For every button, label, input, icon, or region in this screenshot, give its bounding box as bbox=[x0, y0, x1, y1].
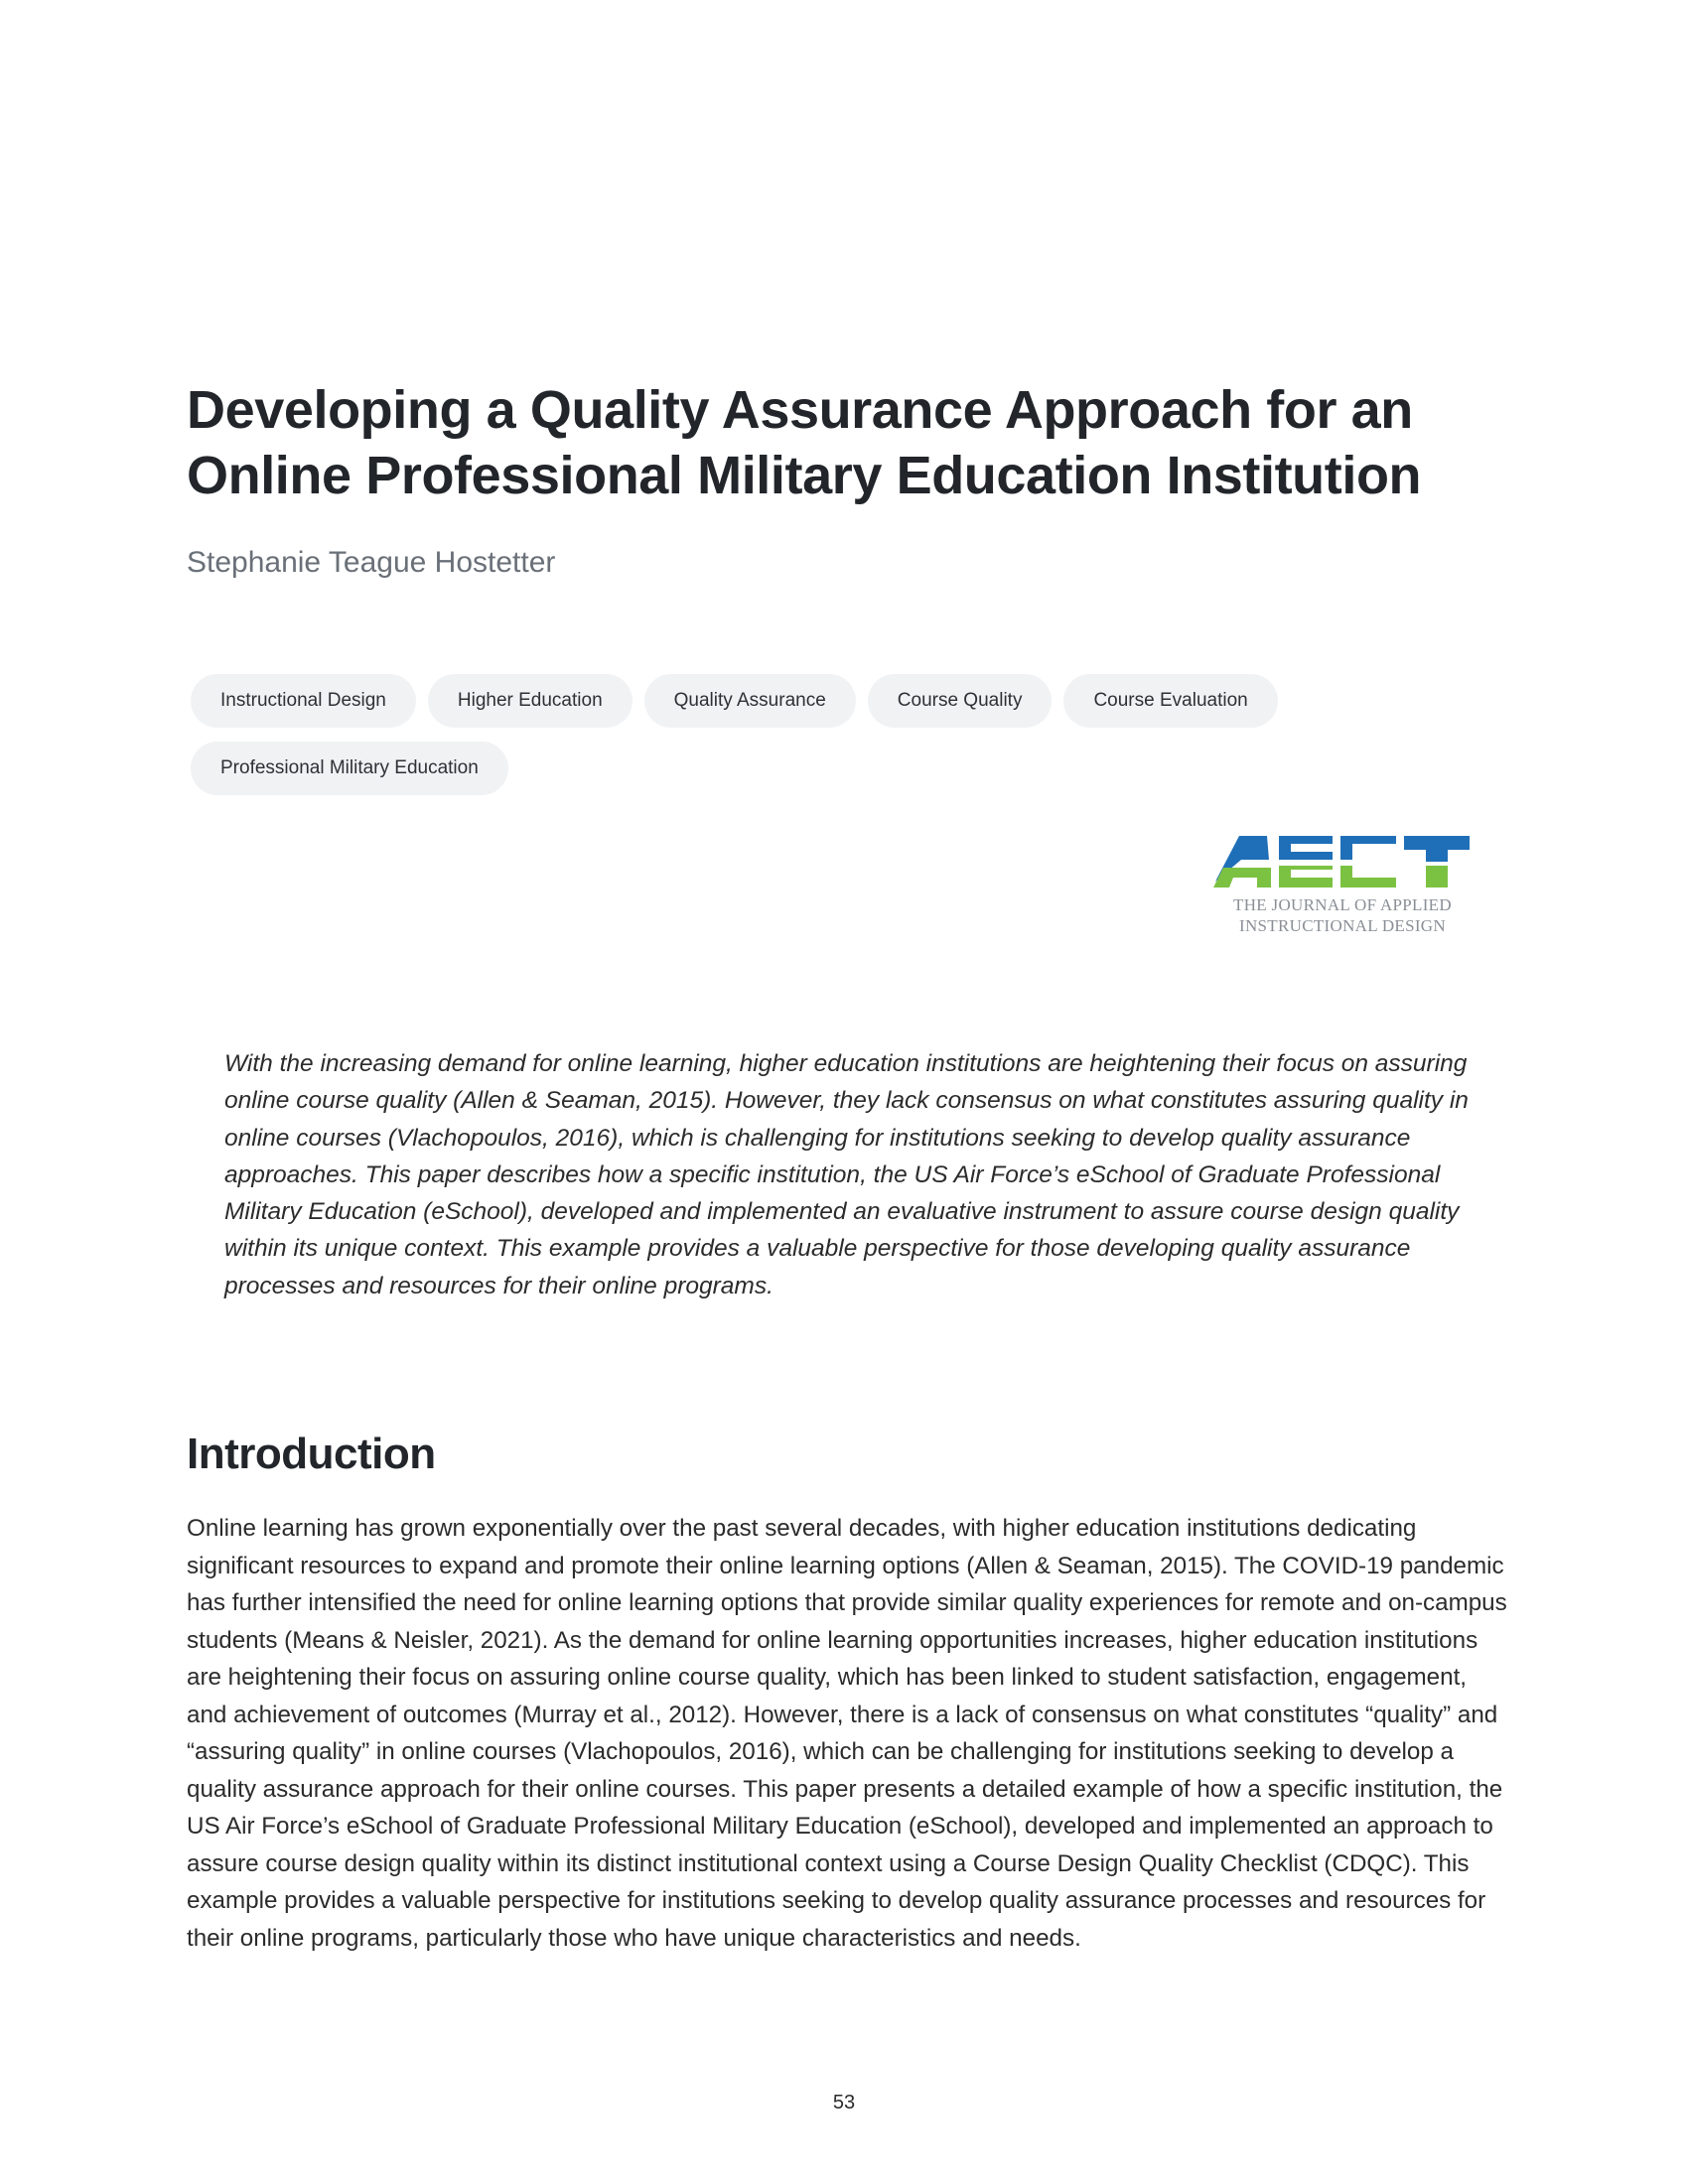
abstract-text: With the increasing demand for online learning, higher education institutions are heightening their focus on assuring online course quality (Allen & Seaman, 2015). However, they lack consensus on what constitutes assuring quality in online courses (Vlachopoulos, 2016), which is challenging for institutions seeking to develop quality assurance approaches. This paper describes how a specific institution, the US Air Force’s eSchool of Graduate Professional Military Education (eSchool), developed and implemented an evaluative instrument to assure course design quality within its unique context. This example provides a valuable perspective for those developing quality assurance processes and resources for their online programs. bbox=[224, 1050, 1469, 1299]
article-author: Stephanie Teague Hostetter bbox=[187, 546, 556, 579]
journal-logo bbox=[1213, 834, 1472, 943]
keyword-chip-quality-assurance[interactable]: Quality Assurance bbox=[644, 674, 856, 728]
article-title: Developing a Quality Assurance Approach for an Online Professional Military Education Institution bbox=[187, 380, 1422, 505]
keyword-chip-course-quality[interactable]: Course Quality bbox=[868, 674, 1053, 728]
page-number: 53 bbox=[832, 2092, 856, 2114]
logo-subtitle-line-2: INSTRUCTIONAL DESIGN bbox=[1239, 916, 1446, 935]
keyword-chip-instructional-design[interactable]: Instructional Design bbox=[191, 674, 416, 728]
introduction-paragraph: Online learning has grown exponentially over the past several decades, with higher education institutions dedicating significant resources to expand and promote their online learning options (Allen & Seaman, 2015). The COVID-19 pandemic has further intensified the need for online learning options that provide similar quality experiences for remote and on-campus students (Means & Neisler, 2021). As the demand for online learning opportunities increases, higher education institutions are heightening their focus on assuring online course quality, which has been linked to student satisfaction, engagement, and achievement of outcomes (Murray et al., 2012). However, there is a lack of consensus on what constitutes “quality” and “assuring quality” in online courses (Vlachopoulos, 2016), which can be challenging for institutions seeking to develop a quality assurance approach for their online courses. This paper presents a detailed example of how a specific institution, the US Air Force’s eSchool of Graduate Professional Military Education (eSchool), developed and implemented an approach to assure course design quality within its distinct institutional context using a Course Design Quality Checklist (CDQC). This example provides a valuable perspective for institutions seeking to develop quality assurance processes and resources for their online programs, particularly those who have unique characteristics and needs. bbox=[187, 1515, 1507, 1952]
keyword-chip-professional-military-education[interactable]: Professional Military Education bbox=[191, 742, 508, 795]
keyword-chip-higher-education[interactable]: Higher Education bbox=[428, 674, 633, 728]
keyword-list bbox=[191, 674, 1313, 795]
logo-subtitle-line-1: THE JOURNAL OF APPLIED bbox=[1233, 895, 1452, 914]
aect-wordmark-logo bbox=[1213, 834, 1472, 889]
keyword-chip-course-evaluation[interactable]: Course Evaluation bbox=[1063, 674, 1277, 728]
introduction-heading: Introduction bbox=[187, 1430, 436, 1478]
